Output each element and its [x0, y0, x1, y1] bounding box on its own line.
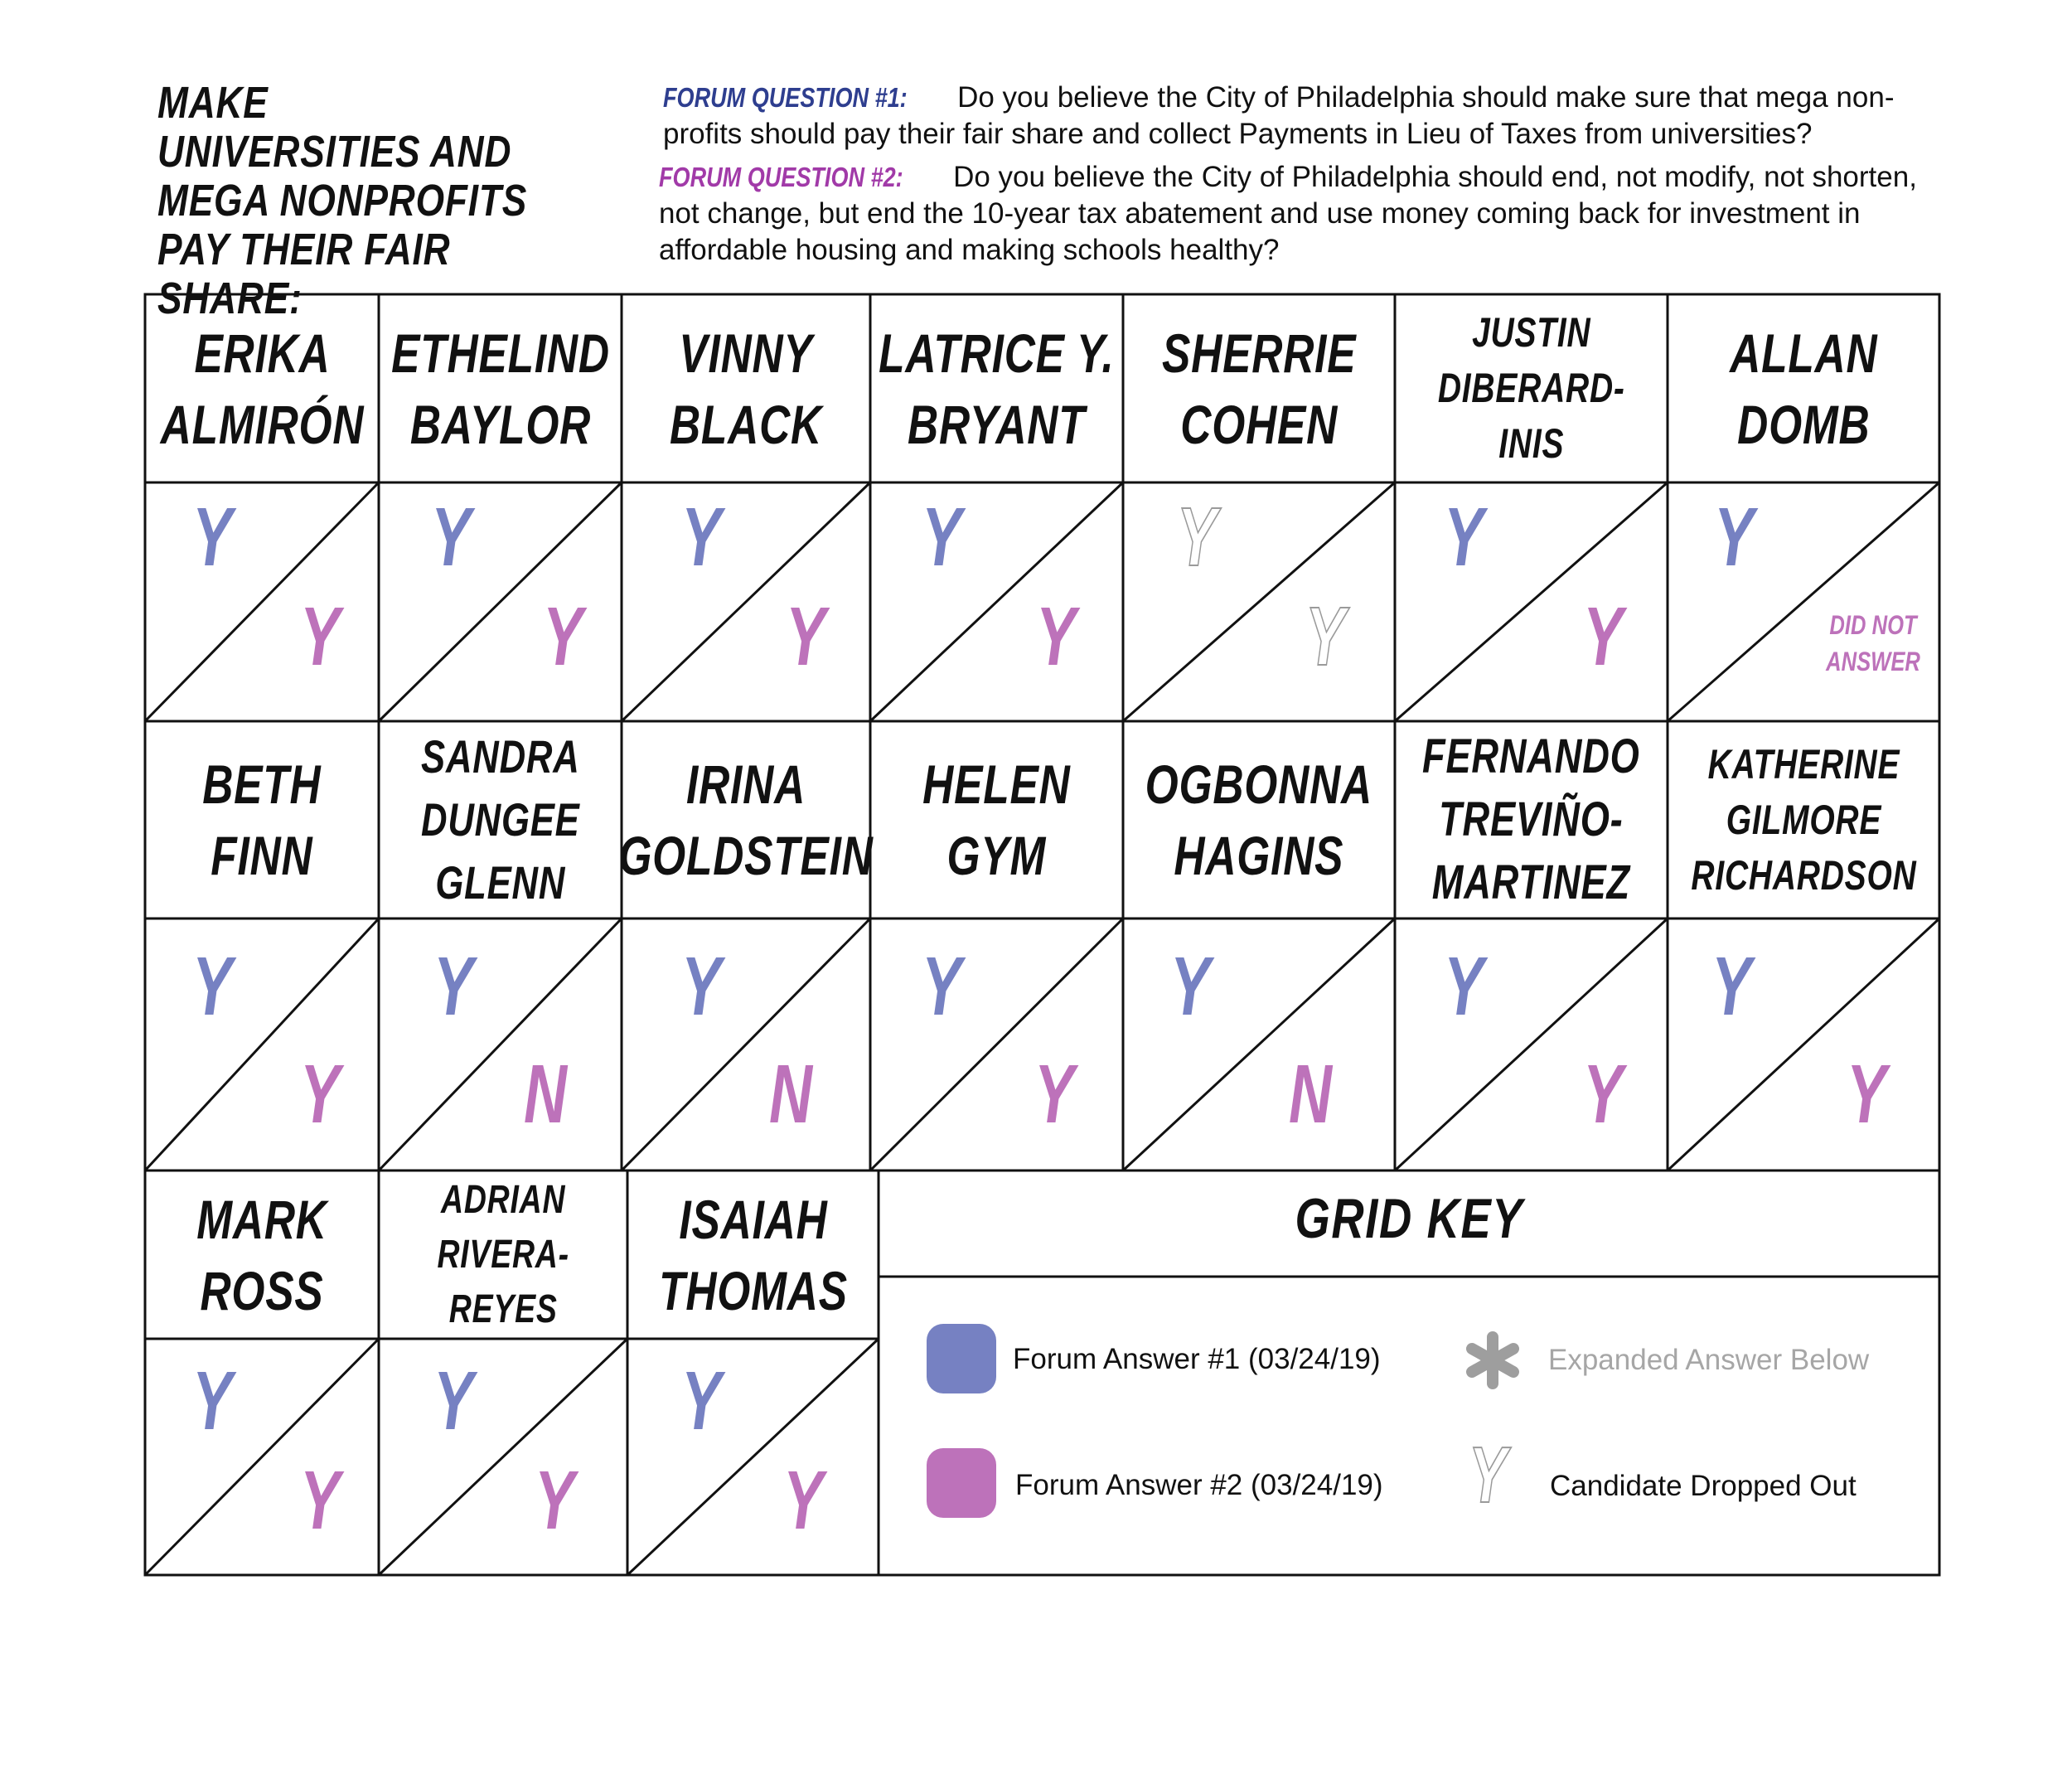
name-line: ERIKA [193, 322, 331, 384]
grid-frame [145, 294, 1939, 1575]
name-line: SANDRA [420, 730, 580, 783]
name-line: THOMAS [658, 1259, 848, 1321]
forum-question-1 [663, 80, 1923, 153]
answer-1: Y [1714, 491, 1755, 584]
name-line: RICHARDSON [1690, 851, 1917, 899]
answer-1: Y [192, 491, 233, 584]
answer-1: Y [1170, 940, 1211, 1033]
name-line: DIBERARD- [1437, 365, 1625, 411]
cell-diagonal [1668, 918, 1939, 1170]
name-line: ADRIAN [440, 1177, 566, 1222]
forum-question-2-text: Do you believe the City of Philadelphia should end, not modify, not shorten, not change, but end the 10-year tax abatement and use money coming back for investment in affordable housing and making schools healthy? [659, 161, 1917, 266]
forum-answer-2-label: Forum Answer #2 (03/24/19) [1015, 1469, 1383, 1501]
answer-2: Y [300, 590, 341, 683]
name-line: GLENN [435, 856, 565, 909]
cell-diagonal [1123, 918, 1395, 1170]
candidate-name [379, 1170, 627, 1339]
cell-diagonal [379, 918, 622, 1170]
answer-1: Y [1444, 491, 1484, 584]
cell-diagonal [1395, 482, 1668, 721]
answer-1: Y [433, 1355, 474, 1447]
did-not-answer-line: ANSWER [1826, 647, 1920, 676]
forum-question-1-text: Do you believe the City of Philadelphia should make sure that mega non-profits should pay their fair share and collect Payments in Lieu of Taxes from universities? [663, 81, 1895, 150]
forum-answer-2-swatch [927, 1448, 996, 1518]
name-line: SHERRIE [1161, 322, 1357, 384]
answer-1: Y [192, 1355, 233, 1447]
candidate-name [870, 294, 1123, 482]
name-line: HELEN [922, 754, 1071, 815]
cell-diagonal [379, 482, 622, 721]
answer-2-dropped: Y [1305, 590, 1346, 683]
answer-1: Y [922, 491, 962, 584]
name-line: JUSTIN [1471, 309, 1591, 356]
answer-2: Y [1036, 590, 1077, 683]
answer-2: N [524, 1048, 567, 1141]
cell-diagonal [145, 918, 379, 1170]
name-line: ALLAN [1729, 322, 1878, 384]
answer-1: Y [1711, 940, 1752, 1033]
answer-2: N [769, 1048, 812, 1141]
name-line: FINN [211, 825, 313, 886]
answer-2: Y [300, 1048, 341, 1141]
name-line: GILMORE [1726, 796, 1881, 843]
answer-2: N [1289, 1048, 1332, 1141]
candidate-name [145, 721, 379, 918]
asterisk-icon [1463, 1330, 1523, 1390]
answer-2: Y [1847, 1048, 1887, 1141]
name-line: BLACK [669, 393, 823, 455]
answer-1: Y [922, 940, 962, 1033]
dropped-out-icon: Y [1469, 1431, 1508, 1519]
cell-diagonal [870, 918, 1123, 1170]
cell-diagonal [627, 1339, 879, 1575]
candidate-name [1123, 721, 1395, 918]
name-line: COHEN [1180, 393, 1338, 455]
name-line: KATHERINE [1707, 740, 1900, 788]
name-line: GYM [946, 825, 1047, 886]
answer-2: Y [535, 1454, 575, 1547]
answer-2: Y [786, 590, 826, 683]
cell-diagonal [1395, 918, 1668, 1170]
answer-1: Y [681, 491, 722, 584]
candidate-name [622, 294, 870, 482]
candidate-name [618, 721, 874, 918]
candidate-name [1668, 721, 1939, 918]
grid-key-title-text: GRID KEY [1295, 1187, 1523, 1250]
name-line: ALMIRÓN [160, 393, 364, 455]
answer-2: Y [1034, 1048, 1075, 1141]
grid-key-title [879, 1177, 1939, 1260]
name-line: ETHELIND [390, 322, 610, 384]
candidate-name [145, 1170, 379, 1339]
name-line: FERNANDO [1422, 729, 1640, 783]
answer-1: Y [431, 491, 472, 584]
candidate-name [1123, 294, 1395, 482]
name-line: LATRICE Y. [879, 322, 1115, 384]
candidate-name [379, 721, 622, 918]
answer-1: Y [433, 940, 474, 1033]
forum-answer-1-swatch [927, 1324, 996, 1393]
answer-2: Y [1583, 590, 1624, 683]
name-line: DUNGEE [420, 793, 580, 846]
name-line: MARK [196, 1188, 327, 1250]
name-line: BAYLOR [409, 393, 591, 455]
forum-question-2 [659, 159, 1952, 269]
name-line: GOLDSTEIN [618, 825, 874, 886]
candidate-name [1395, 721, 1668, 918]
cell-diagonal [1668, 482, 1939, 721]
answer-1: Y [192, 940, 233, 1033]
did-not-answer-line: DID NOT [1829, 610, 1917, 640]
answer-1: Y [681, 940, 722, 1033]
page-title: MAKE UNIVERSITIES AND MEGA NONPROFITS PAY THEIR FAIR SHARE: [157, 78, 528, 323]
name-line: MARTINEZ [1431, 855, 1631, 909]
forum-question-2-label: FORUM QUESTION #2: [659, 162, 903, 192]
cell-diagonal [379, 1339, 627, 1575]
cell-diagonal [870, 482, 1123, 721]
answer-2: Y [543, 590, 583, 683]
name-line: REYES [448, 1287, 558, 1331]
name-line: RIVERA- [437, 1232, 569, 1277]
name-line: ROSS [200, 1259, 324, 1321]
candidate-name [1395, 294, 1668, 482]
name-line: INIS [1498, 420, 1564, 467]
cell-diagonal [622, 918, 870, 1170]
answer-2: Y [300, 1454, 341, 1547]
name-line: IRINA [685, 754, 806, 815]
dropped-out-label: Candidate Dropped Out [1550, 1470, 1857, 1502]
candidate-name [870, 721, 1123, 918]
name-line: BETH [202, 754, 322, 815]
answer-1-dropped: Y [1177, 491, 1218, 584]
expanded-answer-label: Expanded Answer Below [1548, 1344, 1870, 1376]
name-line: HAGINS [1174, 825, 1344, 886]
answer-1: Y [1444, 940, 1484, 1033]
name-line: DOMB [1736, 393, 1871, 455]
candidate-name [1668, 294, 1939, 482]
cell-diagonal [1123, 482, 1395, 721]
forum-question-1-label: FORUM QUESTION #1: [663, 82, 908, 113]
name-line: VINNY [679, 322, 813, 384]
answer-2: Y [1583, 1048, 1624, 1141]
cell-diagonal [145, 482, 379, 721]
candidate-name [627, 1170, 879, 1339]
name-line: OGBONNA [1145, 754, 1373, 815]
answer-1: Y [681, 1355, 722, 1447]
name-line: ISAIAH [678, 1188, 828, 1250]
name-line: BRYANT [908, 393, 1086, 455]
name-line: TREVIÑO- [1439, 792, 1624, 846]
cell-diagonal [145, 1339, 379, 1575]
forum-answer-1-label: Forum Answer #1 (03/24/19) [1013, 1343, 1381, 1375]
answer-2: Y [783, 1454, 824, 1547]
cell-diagonal [622, 482, 870, 721]
did-not-answer [1820, 607, 1926, 680]
